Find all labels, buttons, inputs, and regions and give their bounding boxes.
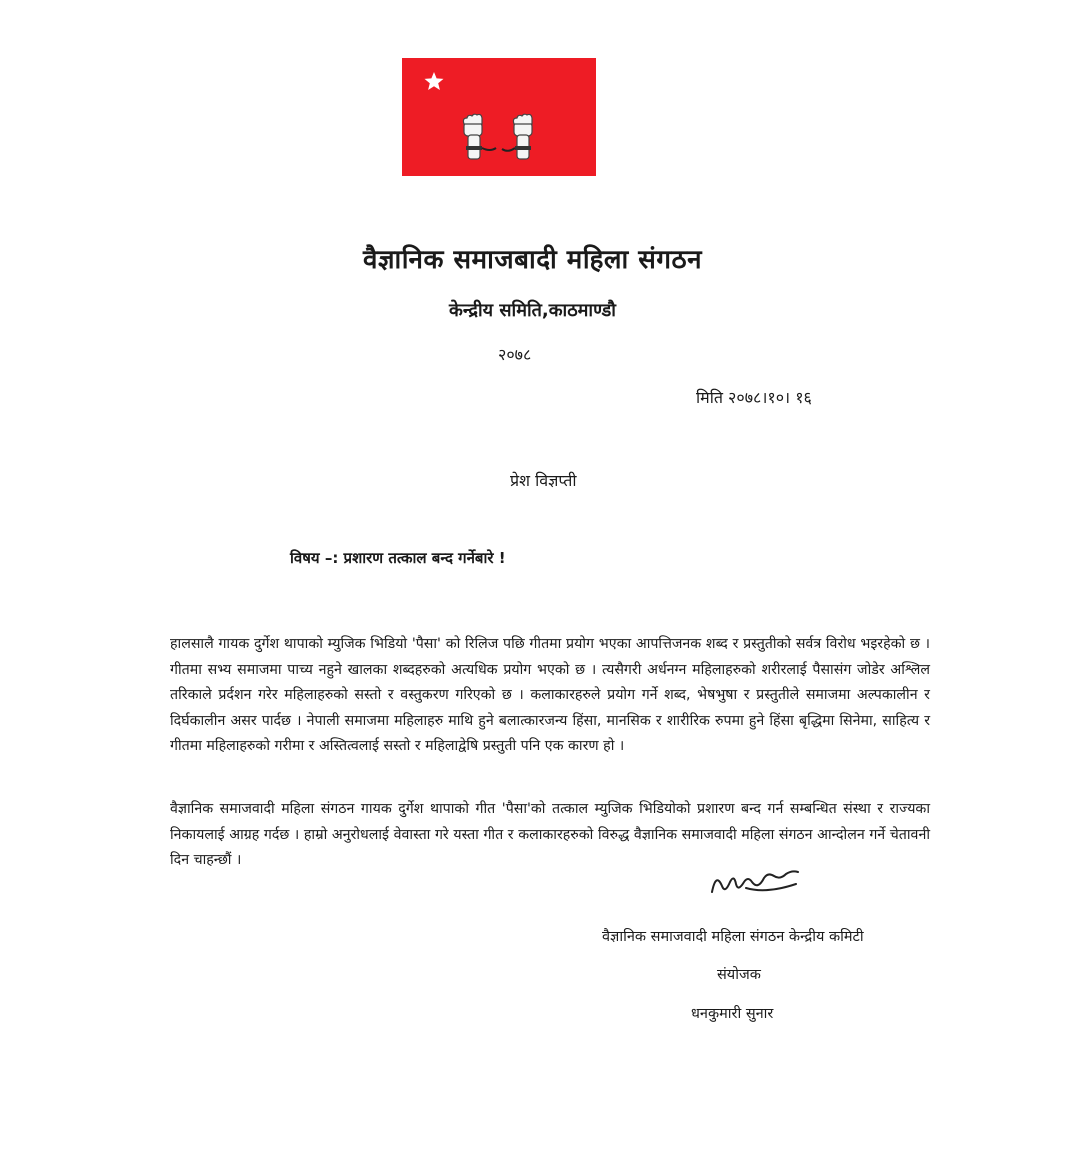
committee-subtitle: केन्द्रीय समिति,काठमाण्डौ [449, 300, 616, 321]
body-paragraph-2: वैज्ञानिक समाजवादी महिला संगठन गायक दुर्गेश थापाको गीत 'पैसा'को तत्काल म्युजिक भिडियोको प्रशारण बन्द गर्न सम्बन्धित संस्था र राज्यका निकायलाई आग्रह गर्दछ । हाम्रो अनुरोधलाई वेवास्ता गरे यस्ता गीत र कलाकारहरुको विरुद्ध वैज्ञानिक समाजवादी महिला संगठन आन्दोलन गर्ने चेतावनी दिन चाहन्छौं । [170, 801, 930, 869]
year-label: २०७८ [498, 345, 532, 364]
party-flag [402, 58, 596, 176]
signatory-name: धनकुमारी सुनार [691, 1006, 774, 1022]
body-paragraph-1: हालसालै गायक दुर्गेश थापाको म्युजिक भिडियो 'पैसा' को रिलिज पछि गीतमा प्रयोग भएका आपत्तिजनक शब्द र प्रस्तुतीको सर्वत्र विरोध भइरहेको छ । गीतमा सभ्य समाजमा पाच्य नहुने खालका शब्दहरुको अत्यधिक प्रयोग भएको छ । त्यसैगरी अर्धनग्न महिलाहरुको शरीरलाई पैसासंग जोडेर अश्लिल तरिकाले प्रर्दशन गरेर महिलाहरुको सस्तो र वस्तुकरण गरिएको छ । कलाकारहरुले प्रयोग गर्ने शब्द, भेषभुषा र प्रस्तुतीले समाजमा अल्पकालीन र दिर्घकालीन असर पार्दछ । नेपाली समाजमा महिलाहरु माथि हुने बलात्कारजन्य हिंसा, मानसिक र शारीरिक रुपमा हुने हिंसा बृद्धिमा सिनेमा, साहित्य र गीतमा महिलाहरुको गरीमा र अस्तित्वलाई सस्तो र महिलाद्वेषि प्रस्तुती पनि एक कारण हो । [170, 636, 930, 755]
handwritten-signature [706, 862, 810, 906]
signatory-role: संयोजक [717, 967, 761, 983]
organization-title: वैज्ञानिक समाजबादी महिला संगठन [362, 245, 703, 275]
press-release-title: प्रेश विज्ञप्ती [510, 471, 577, 490]
subject-line: विषय –: प्रशारण तत्काल बन्द गर्नेबारे ! [290, 549, 506, 567]
date-line: मिति २०७८।१०। १६ [696, 388, 812, 407]
signatory-organization: वैज्ञानिक समाजवादी महिला संगठन केन्द्रीय कमिटी [602, 929, 864, 945]
flag-background [402, 58, 596, 176]
